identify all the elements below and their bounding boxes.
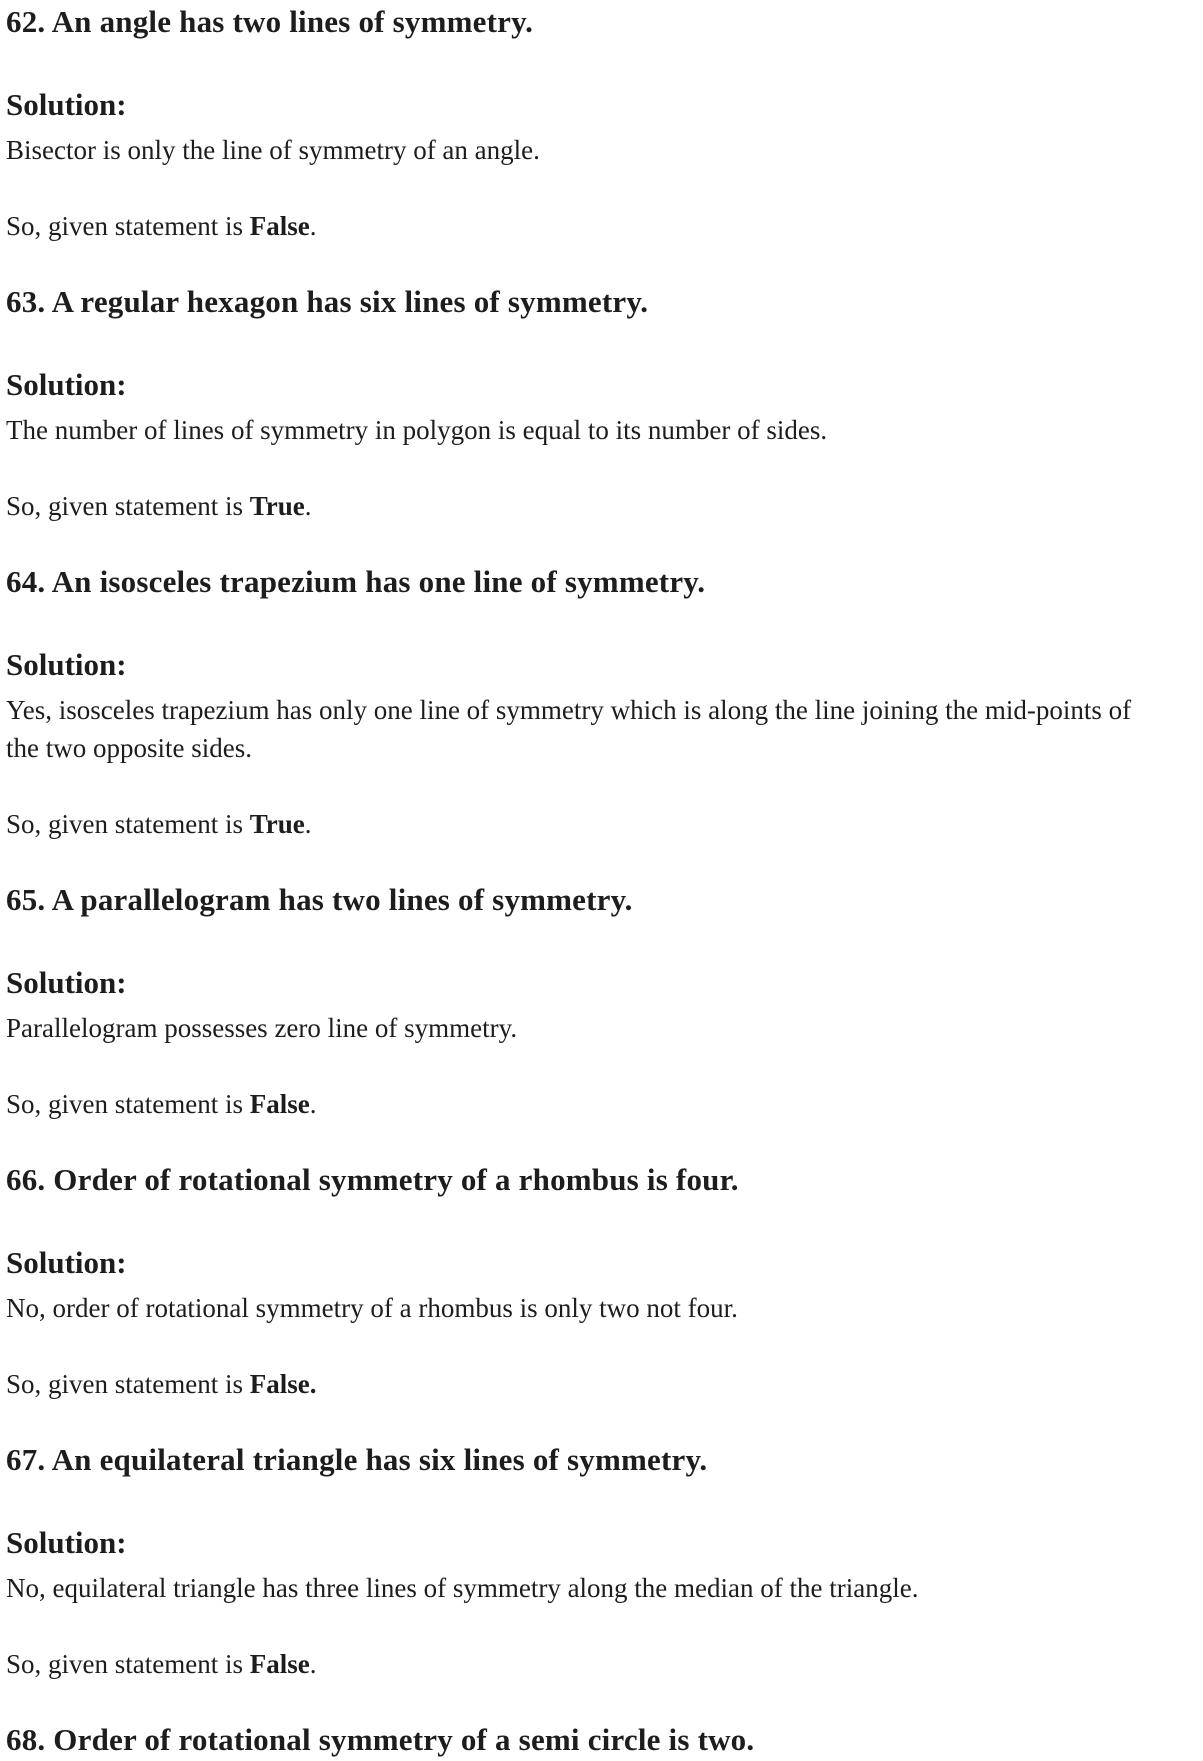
verdict-word: False xyxy=(249,211,310,241)
solution-label: Solution: xyxy=(6,1525,127,1560)
qa-block-64 xyxy=(6,562,1137,843)
qa-block-65 xyxy=(6,880,1137,1123)
question-heading: 62. An angle has two lines of symmetry. xyxy=(6,4,534,39)
verdict-line xyxy=(6,207,1137,245)
explanation-text: No, order of rotational symmetry of a rhombus is only two not four. xyxy=(6,1293,738,1323)
question-heading: 65. A parallelogram has two lines of symmetry. xyxy=(6,882,633,917)
verdict-line xyxy=(6,1085,1137,1123)
verdict-suffix: . xyxy=(309,1649,317,1679)
verdict-word: True xyxy=(249,809,305,839)
verdict-suffix: . xyxy=(304,491,312,521)
verdict-line xyxy=(6,1365,1137,1403)
explanation-text: Parallelogram possesses zero line of symmetry. xyxy=(6,1013,518,1043)
verdict-prefix: So, given statement is xyxy=(6,211,250,241)
question-heading: 66. Order of rotational symmetry of a rhombus is four. xyxy=(6,1162,739,1197)
verdict-line xyxy=(6,1645,1137,1683)
solution-label: Solution: xyxy=(6,87,127,122)
explanation-text: Bisector is only the line of symmetry of an angle. xyxy=(6,135,540,165)
solution-label: Solution: xyxy=(6,1245,127,1280)
question-heading: 67. An equilateral triangle has six lines of symmetry. xyxy=(6,1442,708,1477)
qa-block-63 xyxy=(6,282,1137,525)
verdict-prefix: So, given statement is xyxy=(6,1089,250,1119)
verdict-prefix: So, given statement is xyxy=(6,491,250,521)
verdict-word: True xyxy=(249,491,305,521)
verdict-prefix: So, given statement is xyxy=(6,1649,250,1679)
solution-label: Solution: xyxy=(6,367,127,402)
qa-block-62 xyxy=(6,2,1137,245)
verdict-line xyxy=(6,805,1137,843)
verdict-suffix: . xyxy=(309,211,317,241)
verdict-suffix: . xyxy=(304,809,312,839)
explanation-text: Yes, isosceles trapezium has only one line of symmetry which is along the line joining the mid-points of the two opposite sides. xyxy=(6,695,1132,763)
verdict-line xyxy=(6,487,1137,525)
qa-block-68 xyxy=(6,1720,1137,1760)
verdict-suffix: . xyxy=(309,1089,317,1119)
solution-label: Solution: xyxy=(6,647,127,682)
verdict-word: False xyxy=(249,1649,310,1679)
verdict-prefix: So, given statement is xyxy=(6,1369,250,1399)
verdict-prefix: So, given statement is xyxy=(6,809,250,839)
verdict-word: False. xyxy=(249,1369,317,1399)
qa-block-67 xyxy=(6,1440,1137,1683)
verdict-word: False xyxy=(249,1089,310,1119)
question-heading: 64. An isosceles trapezium has one line of symmetry. xyxy=(6,564,706,599)
qa-block-66 xyxy=(6,1160,1137,1403)
question-heading: 68. Order of rotational symmetry of a semi circle is two. xyxy=(6,1722,755,1757)
explanation-text: No, equilateral triangle has three lines of symmetry along the median of the triangle. xyxy=(6,1573,919,1603)
solution-label: Solution: xyxy=(6,965,127,1000)
question-heading: 63. A regular hexagon has six lines of symmetry. xyxy=(6,284,649,319)
explanation-text: The number of lines of symmetry in polygon is equal to its number of sides. xyxy=(6,415,828,445)
